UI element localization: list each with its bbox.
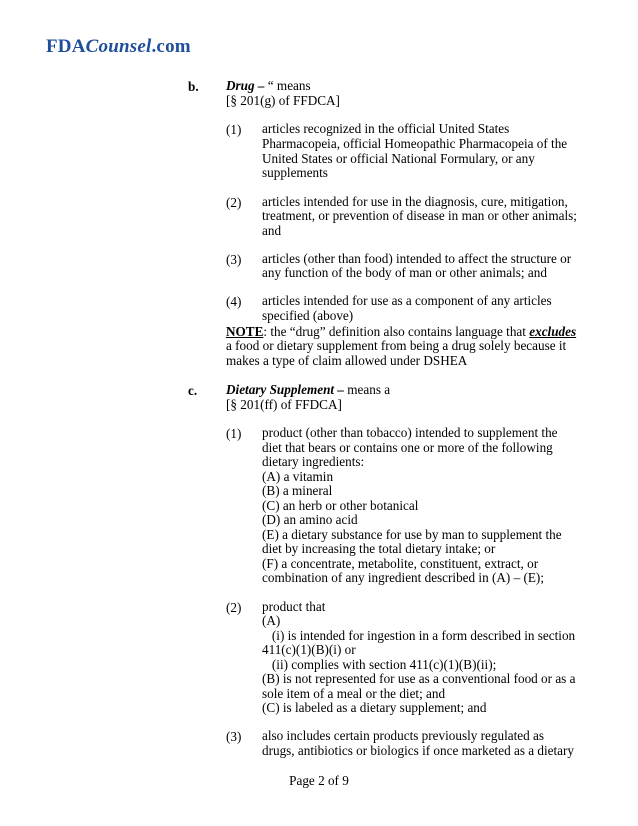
item-text-line: dietary ingredients: [262, 454, 365, 469]
item-text-line: (C) an herb or other botanical [262, 498, 419, 513]
item-text-line: any function of the body of man or other animals; and [262, 265, 547, 280]
item-text-line: combination of any ingredient described in (A) – (E); [262, 570, 544, 585]
note-line: NOTE: the “drug” definition also contains language that excludes [226, 324, 577, 339]
item-number: (1) [226, 122, 242, 137]
item-text-line: articles recognized in the official United States [262, 121, 510, 136]
item-text-line: specified (above) [262, 308, 354, 323]
note-line: makes a type of claim allowed under DSHEA [226, 353, 468, 368]
item-text-line: articles (other than food) intended to affect the structure or [262, 251, 572, 266]
item-number: (1) [226, 426, 242, 441]
item-text-line: (B) is not represented for use as a conventional food or as a [262, 671, 576, 686]
item-text-line: drugs, antibiotics or biologics if once marketed as a dietary [262, 743, 575, 758]
item-text-line: product that [262, 599, 326, 614]
item-text-line: 411(c)(1)(B)(i) or [262, 642, 356, 657]
item-text-line: and [262, 223, 282, 238]
item-number: (2) [226, 600, 242, 615]
item-text-line: (E) a dietary substance for use by man to supplement the [262, 527, 562, 542]
item-text-line: (i) is intended for ingestion in a form described in section [262, 628, 576, 643]
item-text-line: diet that bears or contains one or more of the following [262, 440, 553, 455]
item-text-line: (A) a vitamin [262, 469, 334, 484]
item-text-line: (F) a concentrate, metabolite, constituent, extract, or [262, 556, 539, 571]
item-text-line: articles intended for use as a component of any articles [262, 293, 552, 308]
item-number: (4) [226, 294, 242, 309]
item-text-line: diet by increasing the total dietary intake; or [262, 541, 496, 556]
item-text-line: also includes certain products previously regulated as [262, 728, 544, 743]
item-text-line: product (other than tobacco) intended to supplement the [262, 425, 558, 440]
item-text-line: treatment, or prevention of disease in man or other animals; [262, 208, 577, 223]
item-text-line: (ii) complies with section 411(c)(1)(B)(ii); [262, 657, 497, 672]
note-line: a food or dietary supplement from being a drug solely because it [226, 338, 567, 353]
item-text-line: Pharmacopeia, official Homeopathic Pharmacopeia of the [262, 136, 568, 151]
section-c-heading: Dietary Supplement – means a [226, 382, 391, 397]
item-number: (2) [226, 195, 242, 210]
item-text-line: (C) is labeled as a dietary supplement; and [262, 700, 487, 715]
item-number: (3) [226, 252, 242, 267]
site-logo: FDACounsel.com [46, 36, 191, 57]
item-text-line: sole item of a meal or the diet; and [262, 686, 446, 701]
item-text-line: (B) a mineral [262, 483, 333, 498]
item-number: (3) [226, 729, 242, 744]
item-text-line: (A) [262, 613, 281, 628]
item-text-line: articles intended for use in the diagnosis, cure, mitigation, [262, 194, 568, 209]
item-text-line: supplements [262, 165, 328, 180]
section-c-citation: [§ 201(ff) of FFDCA] [226, 397, 342, 412]
section-b-citation: [§ 201(g) of FFDCA] [226, 93, 340, 108]
page-number: Page 2 of 9 [289, 773, 349, 788]
section-b-heading: Drug – “ means [226, 78, 311, 93]
item-text-line: (D) an amino acid [262, 512, 358, 527]
section-c-letter: c. [188, 383, 198, 398]
section-b-letter: b. [188, 79, 199, 94]
item-text-line: United States or official National Formulary, or any [262, 151, 535, 166]
